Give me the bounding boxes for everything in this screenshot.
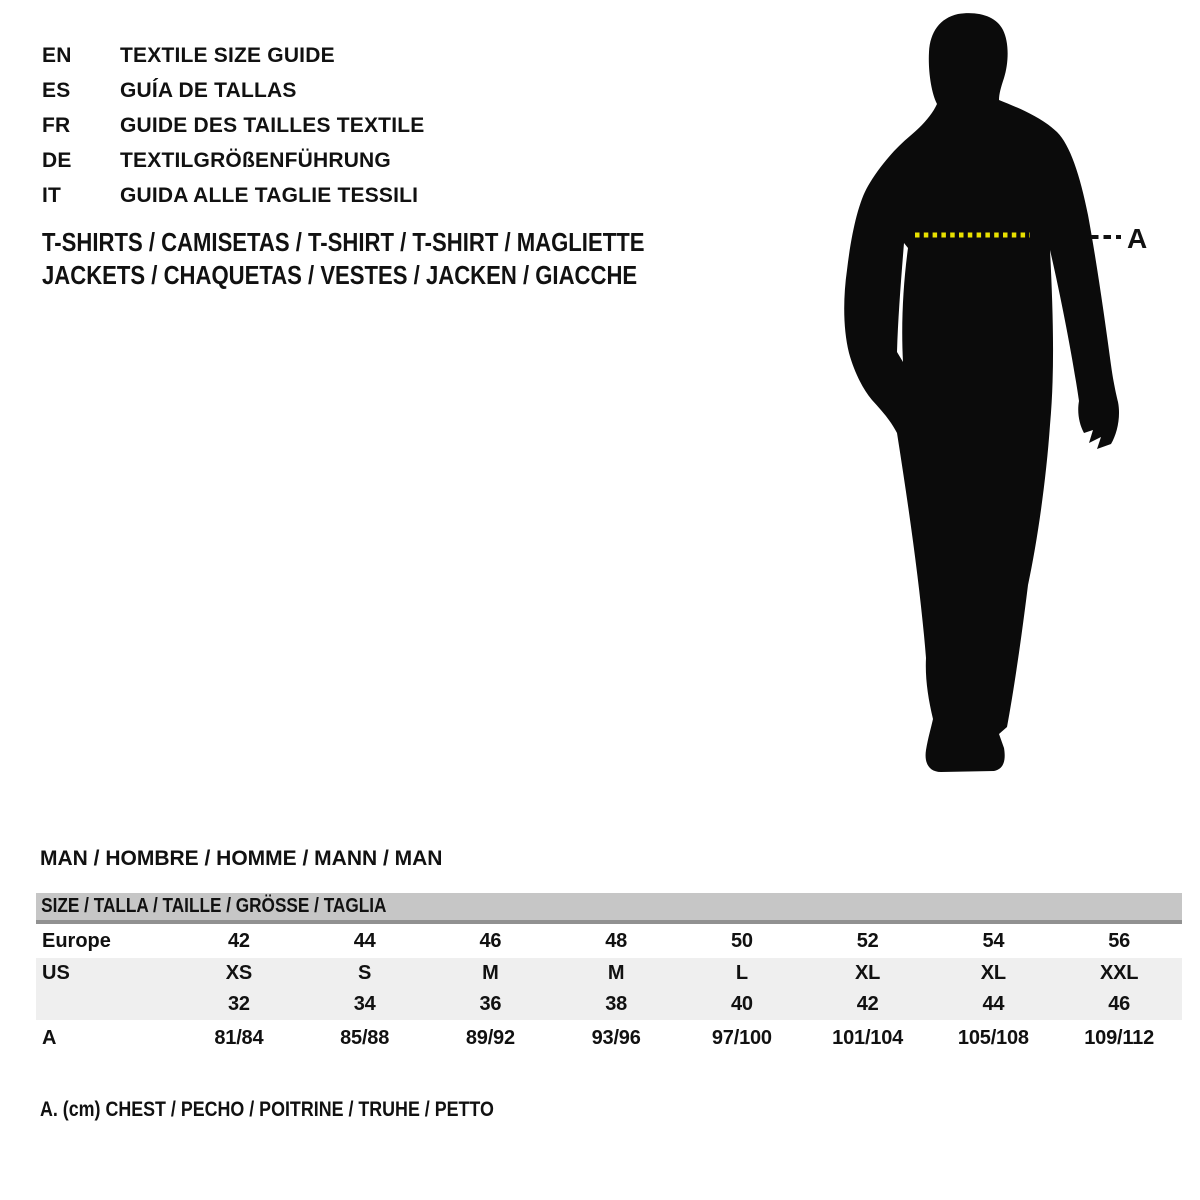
language-row xyxy=(42,73,424,108)
language-code: FR xyxy=(42,113,71,137)
size-cell: M xyxy=(482,962,499,984)
language-label: TEXTILGRÖßENFÜHRUNG xyxy=(120,148,391,172)
language-row xyxy=(42,108,424,143)
size-cell: 46 xyxy=(1108,993,1131,1015)
measurement-footnote: A. (cm) CHEST / PECHO / POITRINE / TRUHE / PETTO xyxy=(40,1098,494,1121)
table-row-europe xyxy=(36,924,1182,958)
size-cell: M xyxy=(607,962,625,984)
measure-label-a: A xyxy=(1127,223,1148,254)
table-row-us-numeric xyxy=(36,989,1182,1020)
language-code: IT xyxy=(42,183,62,207)
size-cell: S xyxy=(358,962,372,984)
size-table-header-label: SIZE / TALLA / TAILLE / GRÖSSE / TAGLIA xyxy=(41,895,387,917)
size-cell: 81/84 xyxy=(214,1026,264,1049)
size-cell: XXL xyxy=(1099,962,1139,984)
size-cell: XL xyxy=(980,962,1006,984)
language-code: EN xyxy=(42,43,72,67)
language-code: DE xyxy=(42,148,72,172)
size-cell: 44 xyxy=(353,929,376,952)
table-row-us xyxy=(36,958,1182,989)
row-label: Europe xyxy=(42,929,111,952)
size-cell: L xyxy=(735,962,748,984)
man-silhouette xyxy=(844,13,1119,772)
size-cell: 101/104 xyxy=(832,1026,904,1049)
garment-categories xyxy=(42,226,751,292)
size-cell: 46 xyxy=(479,929,502,952)
size-cell: 89/92 xyxy=(465,1026,515,1049)
size-cell: 105/108 xyxy=(957,1026,1029,1049)
table-row-chest-a xyxy=(36,1020,1182,1056)
size-cell: 109/112 xyxy=(1084,1026,1155,1049)
size-cell: 54 xyxy=(982,929,1005,952)
language-label: GUIDE DES TAILLES TEXTILE xyxy=(120,113,425,137)
language-code: ES xyxy=(42,78,71,102)
size-cell: 36 xyxy=(479,993,502,1015)
size-cell: 50 xyxy=(730,929,753,952)
row-label: A xyxy=(42,1026,57,1049)
size-cell: 38 xyxy=(605,993,628,1015)
size-table xyxy=(36,893,1182,1056)
language-title-block xyxy=(42,38,424,213)
size-cell: 56 xyxy=(1108,929,1131,952)
section-heading-man: MAN / HOMBRE / HOMME / MANN / MAN xyxy=(40,847,443,870)
category-line-tshirts: T-SHIRTS / CAMISETAS / T-SHIRT / T-SHIRT / MAGLIETTE xyxy=(42,227,645,257)
language-row xyxy=(42,178,424,213)
size-cell: 44 xyxy=(982,993,1005,1015)
language-row xyxy=(42,143,424,178)
size-cell: XS xyxy=(225,962,253,984)
row-label: US xyxy=(42,962,70,984)
size-cell: 40 xyxy=(730,993,753,1015)
size-cell: XL xyxy=(855,962,881,984)
size-cell: 52 xyxy=(856,929,879,952)
size-cell: 93/96 xyxy=(591,1026,641,1049)
size-cell: 97/100 xyxy=(711,1026,772,1049)
size-cell: 32 xyxy=(227,993,250,1015)
size-cell: 85/88 xyxy=(340,1026,390,1049)
size-cell: 42 xyxy=(856,993,879,1015)
man-silhouette-figure xyxy=(820,0,1160,800)
size-cell: 42 xyxy=(227,929,250,952)
category-line-jackets: JACKETS / CHAQUETAS / VESTES / JACKEN / GIACCHE xyxy=(42,260,638,290)
size-cell: 48 xyxy=(605,929,628,952)
size-cell: 34 xyxy=(353,993,376,1015)
language-label: GUIDA ALLE TAGLIE TESSILI xyxy=(120,183,419,207)
size-table-header-bar xyxy=(36,893,1182,920)
language-row xyxy=(42,38,424,73)
language-label: TEXTILE SIZE GUIDE xyxy=(120,43,335,67)
language-label: GUÍA DE TALLAS xyxy=(120,78,297,102)
figure-svg xyxy=(820,0,1160,800)
